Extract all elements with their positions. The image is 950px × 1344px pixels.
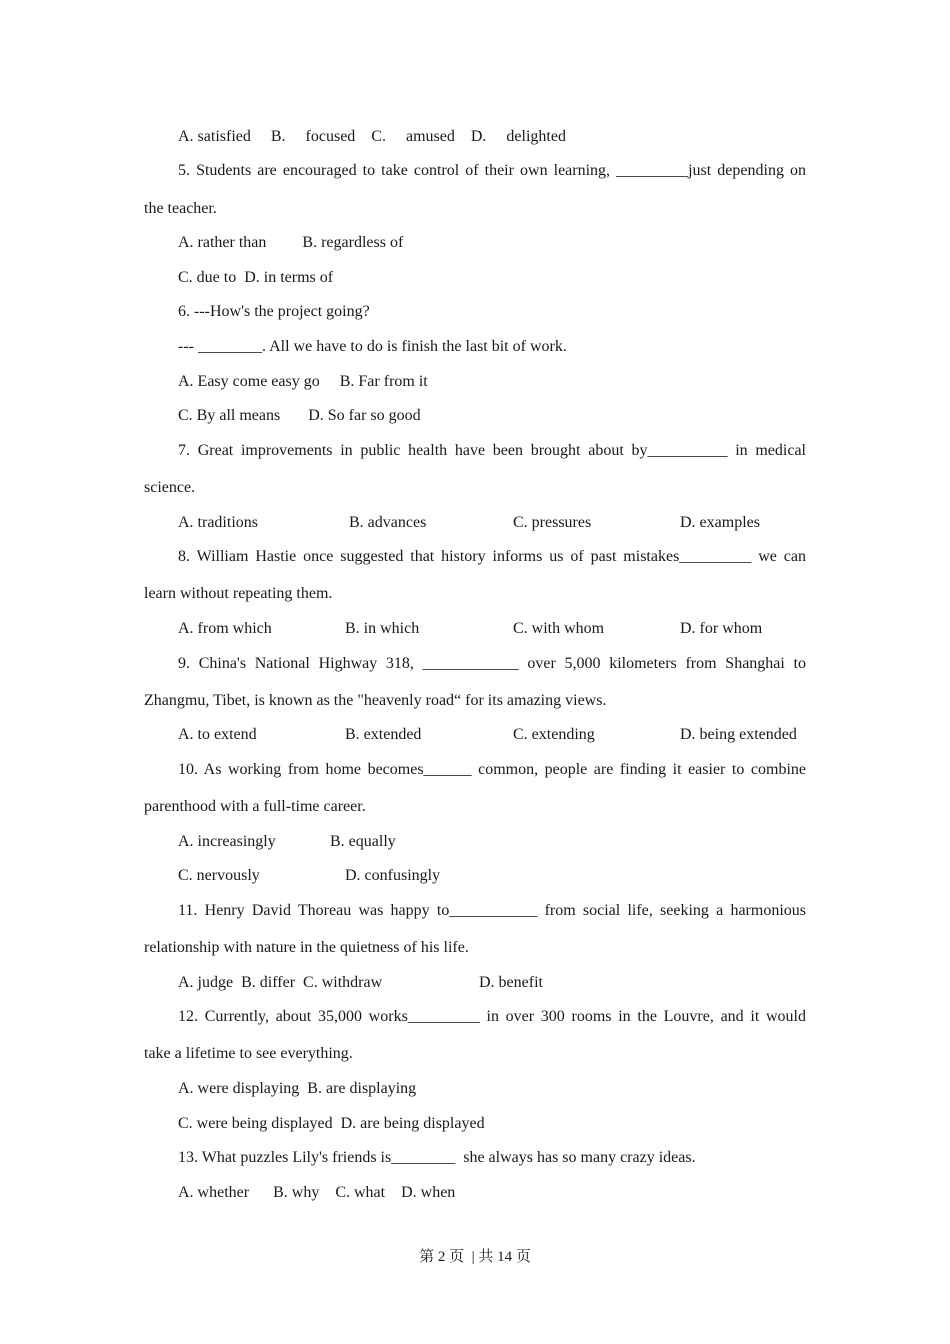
page-footer: 第 2 页 | 共 14 页 — [419, 1249, 531, 1265]
q4-options: A. satisfied B. focused C. amused D. delighted — [178, 128, 566, 145]
q11-stem-line2: relationship with nature in the quietness of his life. — [144, 939, 469, 956]
q7-option-a: A. traditions — [178, 514, 258, 531]
q12-stem-line2: take a lifetime to see everything. — [144, 1045, 353, 1062]
q10-option-d: D. confusingly — [345, 867, 441, 884]
q13-stem-line1: 13. What puzzles Lily's friends is________ she always has so many crazy ideas. — [178, 1149, 696, 1166]
q10-option-a: A. increasingly — [178, 833, 276, 850]
q11-stem-line1: 11. Henry David Thoreau was happy to___________ from social life, seeking a harmonious — [178, 902, 806, 919]
q10-stem-line1: 10. As working from home becomes______ common, people are finding it easier to combine — [178, 761, 806, 778]
q9-option-b: B. extended — [345, 726, 422, 743]
q7-option-b: B. advances — [349, 514, 427, 531]
q12-options-line1: A. were displaying B. are displaying — [178, 1080, 417, 1097]
q9-option-d: D. being extended — [680, 726, 797, 743]
q11-options-abc: A. judge B. differ C. withdraw — [178, 974, 383, 991]
q8-stem-line1: 8. William Hastie once suggested that history informs us of past mistakes_________ we can — [178, 548, 806, 565]
q11-option-d: D. benefit — [479, 974, 543, 991]
q6-stem-line1: 6. ---How's the project going? — [178, 303, 370, 320]
q10-option-b: B. equally — [330, 833, 396, 850]
q5-stem-line2: the teacher. — [144, 200, 217, 217]
q6-stem-line2: --- ________. All we have to do is finish the last bit of work. — [178, 338, 567, 355]
q8-option-b: B. in which — [345, 620, 420, 637]
q8-option-a: A. from which — [178, 620, 272, 637]
q9-stem-line1: 9. China's National Highway 318, ____________ over 5,000 kilometers from Shanghai to — [178, 655, 806, 672]
q9-option-c: C. extending — [513, 726, 595, 743]
q8-option-c: C. with whom — [513, 620, 605, 637]
q12-options-line2: C. were being displayed D. are being displayed — [178, 1115, 485, 1132]
q12-stem-line1: 12. Currently, about 35,000 works_________ in over 300 rooms in the Louvre, and it would — [178, 1008, 806, 1025]
q9-option-a: A. to extend — [178, 726, 257, 743]
q10-stem-line2: parenthood with a full-time career. — [144, 798, 366, 815]
q6-options-line1: A. Easy come easy go B. Far from it — [178, 373, 428, 390]
q8-stem-line2: learn without repeating them. — [144, 585, 333, 602]
q7-stem-line1: 7. Great improvements in public health have been brought about by__________ in medical — [178, 442, 806, 459]
q7-stem-line2: science. — [144, 479, 196, 496]
q5-options-line1: A. rather than B. regardless of — [178, 234, 404, 251]
q5-options-line2: C. due to D. in terms of — [178, 269, 334, 286]
q10-option-c: C. nervously — [178, 867, 260, 884]
q9-stem-line2: Zhangmu, Tibet, is known as the "heavenly road“ for its amazing views. — [144, 692, 607, 709]
q8-option-d: D. for whom — [680, 620, 763, 637]
q13-options-line1: A. whether B. why C. what D. when — [178, 1184, 456, 1201]
q5-stem-line1: 5. Students are encouraged to take control of their own learning, _________just depending on — [178, 162, 806, 179]
q7-option-c: C. pressures — [513, 514, 592, 531]
q6-options-line2: C. By all means D. So far so good — [178, 407, 421, 424]
q7-option-d: D. examples — [680, 514, 760, 531]
